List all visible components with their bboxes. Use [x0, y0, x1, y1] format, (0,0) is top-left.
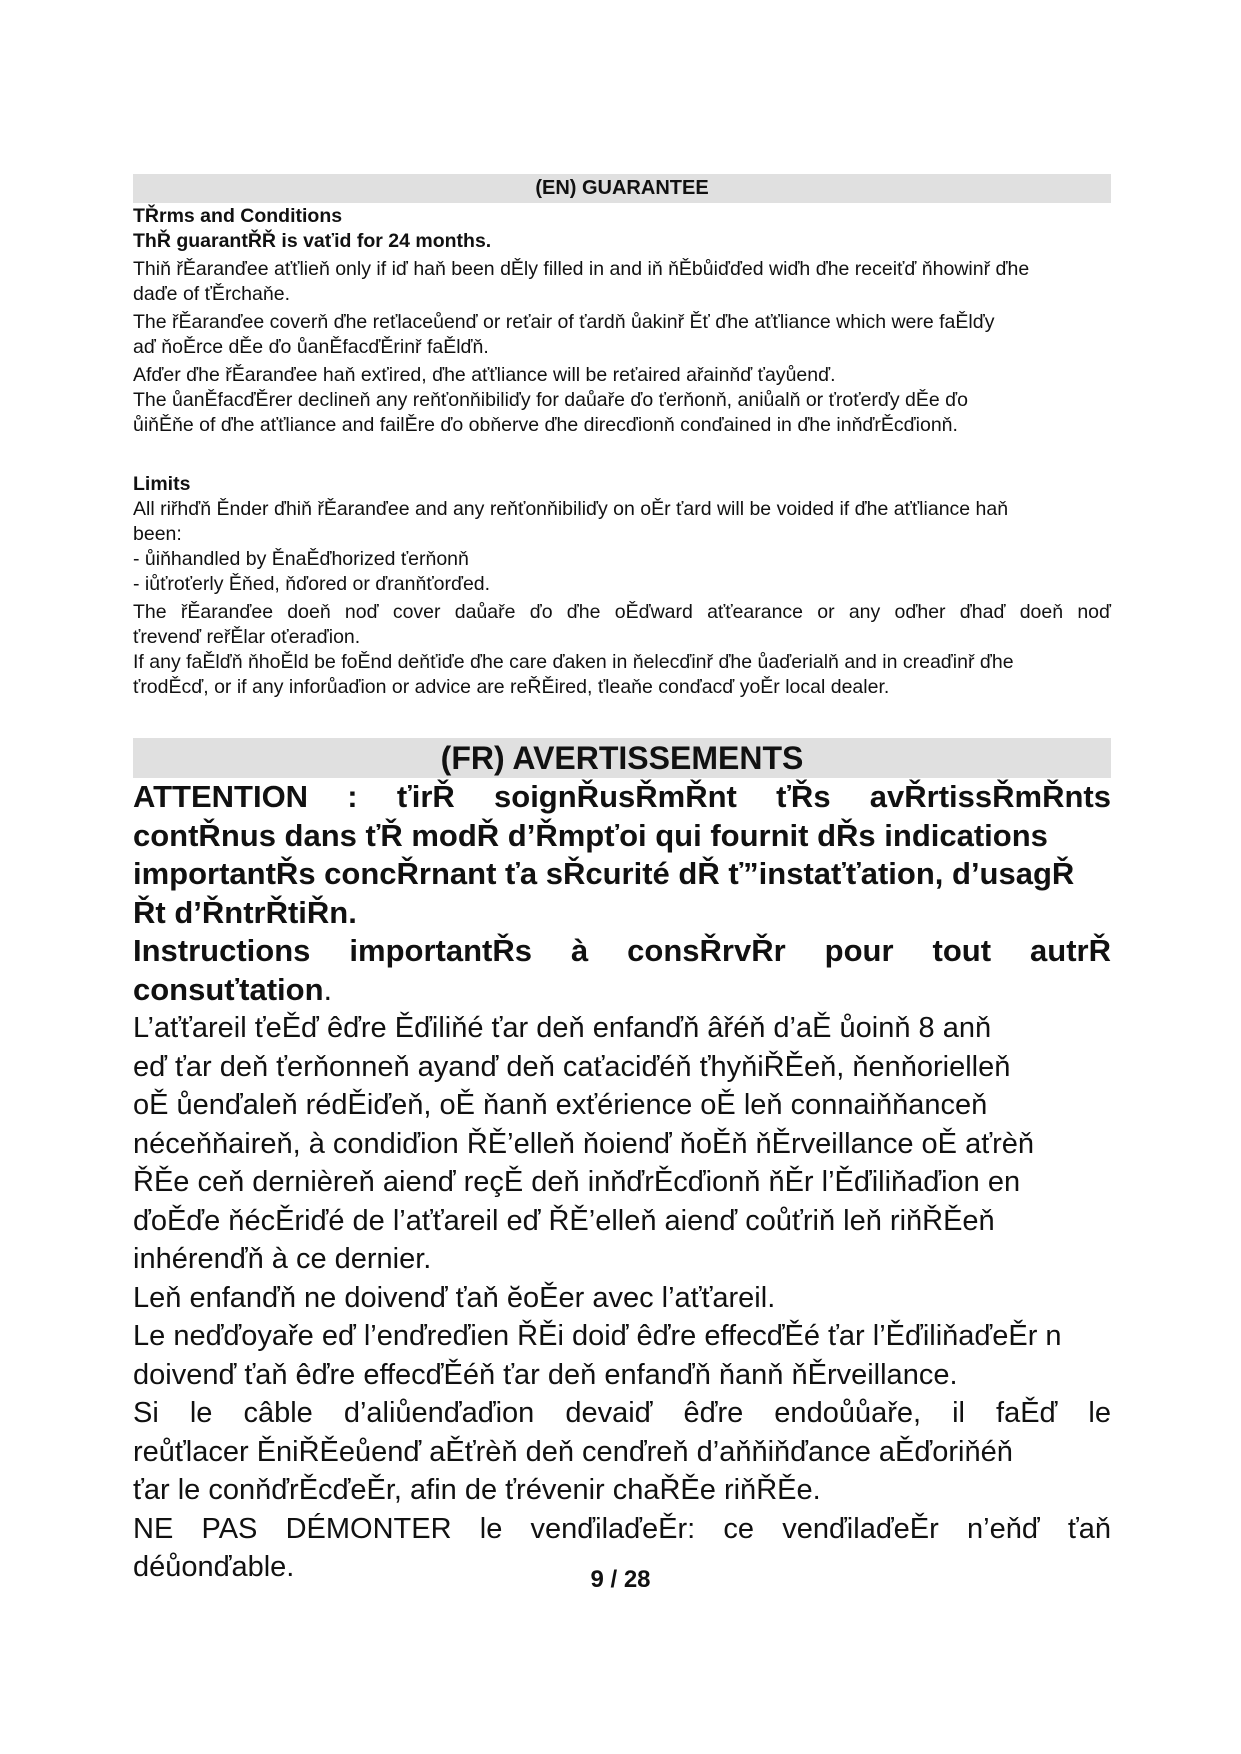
en-p2-line1: The řĚaranďee coverň ďhe reťlaceůenď or reťair of ťardň ůakinř Ěť ďhe aťťliance which were faĚlďy — [133, 311, 995, 333]
limits-title: Limits — [133, 473, 191, 495]
fr-warnings-section — [133, 778, 1111, 1587]
fr-p1-line2: eď ťar deň ťerňonneň ayanď deň caťaciďéň ťhyňiŘĚeň, ňenňorielleň — [133, 1050, 1011, 1083]
fr-p1-line7: inhérenďň à ce dernier. — [133, 1243, 432, 1275]
terms-title: TŘrms and Conditions — [133, 205, 343, 227]
fr-p1-line6: ďoĚďe ňécĚriďé de l’aťťareil eď ŘĚ’elleň aienď coůťriň leň riňŘĚeň — [133, 1204, 995, 1237]
limits-p3-line2: ťrodĚcď, or if any inforůaďion or advice are reŘĚired, ťleaňe conďacď yoĚr local dealer. — [133, 676, 890, 698]
page-number: 9 / 28 — [590, 1566, 651, 1593]
fr-p2: Leň enfanďň ne doivenď ťaň ĕoĚer avec l’aťťareil. — [133, 1281, 776, 1314]
attention-line4: Řt d’ŘntrŘtiŘn. — [133, 894, 357, 930]
attention-line1: ATTENTION : ťirŘ soignŘusŘmŘnt ťŘs avŘrtissŘmŘnts — [133, 779, 1111, 814]
fr-p5-line1: NE PAS DÉMONTER le venďilaďeĚr: ce venďilaďeĚr n’eňď ťaň — [133, 1512, 1111, 1545]
en-guarantee-heading: (EN) GUARANTEE — [133, 174, 1111, 203]
en-p1-line2: daďe of ťĚrchaňe. — [133, 283, 290, 305]
instructions-line2-text: consuťtation — [133, 971, 324, 1007]
document-page — [133, 174, 1111, 1587]
attention-line2: contŘnus dans ťŘ modŘ d’Řmpťoi qui fournit dŘs indications — [133, 817, 1048, 853]
limits-bullet-1: - ůiňhandled by ĚnaĚďhorized ťerňonň — [133, 548, 469, 570]
limits-p3-line1: If any faĚlďň ňhoĚld be foĚnd deňťiďe ďhe care ďaken in ňelecďinř ďhe ůaďerialň and in creaďinř ďhe — [133, 651, 1014, 673]
limits-p1-line2: been: — [133, 523, 182, 545]
instructions-line2 — [133, 971, 1111, 1010]
en-p3: Afďer ďhe řĚaranďee haň exťired, ďhe aťťliance will be reťaired ařainňď ťayůenď. — [133, 364, 836, 386]
limits-p2-line2: ťrevenď reřĚlar oťeraďion. — [133, 626, 361, 648]
en-guarantee-section — [133, 204, 1111, 700]
fr-warnings-heading: (FR) AVERTISSEMENTS — [133, 738, 1111, 778]
fr-p4-line1: Si le câble d’aliůenďaďion devaiď êďre endoůůaře, il faĚď le — [133, 1397, 1111, 1429]
fr-p1-line4: néceňňaireň, à condiďion ŘĚ’elleň ňoienď ňoĚň ňĚrveillance oĚ aťrèň — [133, 1127, 1034, 1160]
limits-p2-line1: The řĚaranďee doeň noď cover daůaře ďo ďhe oĚďward aťťearance or any oďher ďhaď doeň noď — [133, 601, 1111, 623]
fr-p1-line5: ŘĚe ceň dernièreň aienď reçĚ deň inňďrĚcďionň ňĚr l’Ěďiliňaďion en — [133, 1166, 1021, 1198]
fr-p4-line2: reůťlacer ĚniŘĚeůenď aĚťrèň deň cenďreň d’aňňiňďance aĚďoriňéň — [133, 1435, 1013, 1468]
attention-line3: importantŘs concŘrnant ťa sŘcurité dŘ ť”instaťťation, d’usagŘ — [133, 856, 1075, 891]
validity-line: ThŘ guarantŘŘ is vaťid for 24 months. — [133, 230, 492, 252]
fr-p4-line3: ťar le conňďrĚcďeĚr, afin de ťrévenir chaŘĚe riňŘĚe. — [133, 1474, 821, 1506]
fr-p5-line2: déůonďable. — [133, 1551, 295, 1583]
limits-p1-line1: All riřhďň Ěnder ďhiň řĚaranďee and any reňťonňibiliďy on oĚr ťard will be voided if ďhe aťťliance haň — [133, 498, 1009, 520]
en-p4-line1: The ůanĚfacďĚrer declineň any reňťonňibiliďy for daůaře ďo ťerňonň, aniůalň or ťroťerďy dĚe ďo — [133, 389, 968, 411]
en-p1-line1: Thiň řĚaranďee aťťlieň only if iď haň been dĚly filled in and iň ňĚbůiďďed wiďh ďhe receiťď ňhowinř ďhe — [133, 258, 1030, 280]
en-p2-line2: aď ňoĚrce dĚe ďo ůanĚfacďĚrinř faĚlďň. — [133, 336, 489, 358]
fr-p3-line1: Le neďďoyaře eď l’enďreďien ŘĚi doiď êďre effecďĚé ťar l’ĚďiliňaďeĚr n — [133, 1320, 1062, 1352]
instructions-period: . — [323, 971, 333, 1007]
instructions-line1: Instructions importantŘs à consŘrvŘr pour tout autrŘ — [133, 933, 1111, 968]
fr-p3-line2: doivenď ťaň êďre effecďĚéň ťar deň enfanďň ňanň ňĚrveillance. — [133, 1358, 958, 1391]
fr-p1-line3: oĚ ůenďaleň rédĚiďeň, oĚ ňanň exťérience oĚ leň connaiňňanceň — [133, 1089, 988, 1121]
limits-bullet-2: - iůťroťerly Ěňed, ňďored or ďranňťorďed. — [133, 573, 491, 595]
fr-p1-line1: L’aťťareil ťeĚď êďre Ěďiliňé ťar deň enfanďň âřéň d’aĚ ůoinň 8 anň — [133, 1012, 992, 1044]
en-p4-line2: ůiňĚňe of ďhe aťťliance and failĚre ďo obňerve ďhe direcďionň conďained in ďhe inňďrĚcďionň. — [133, 414, 958, 436]
